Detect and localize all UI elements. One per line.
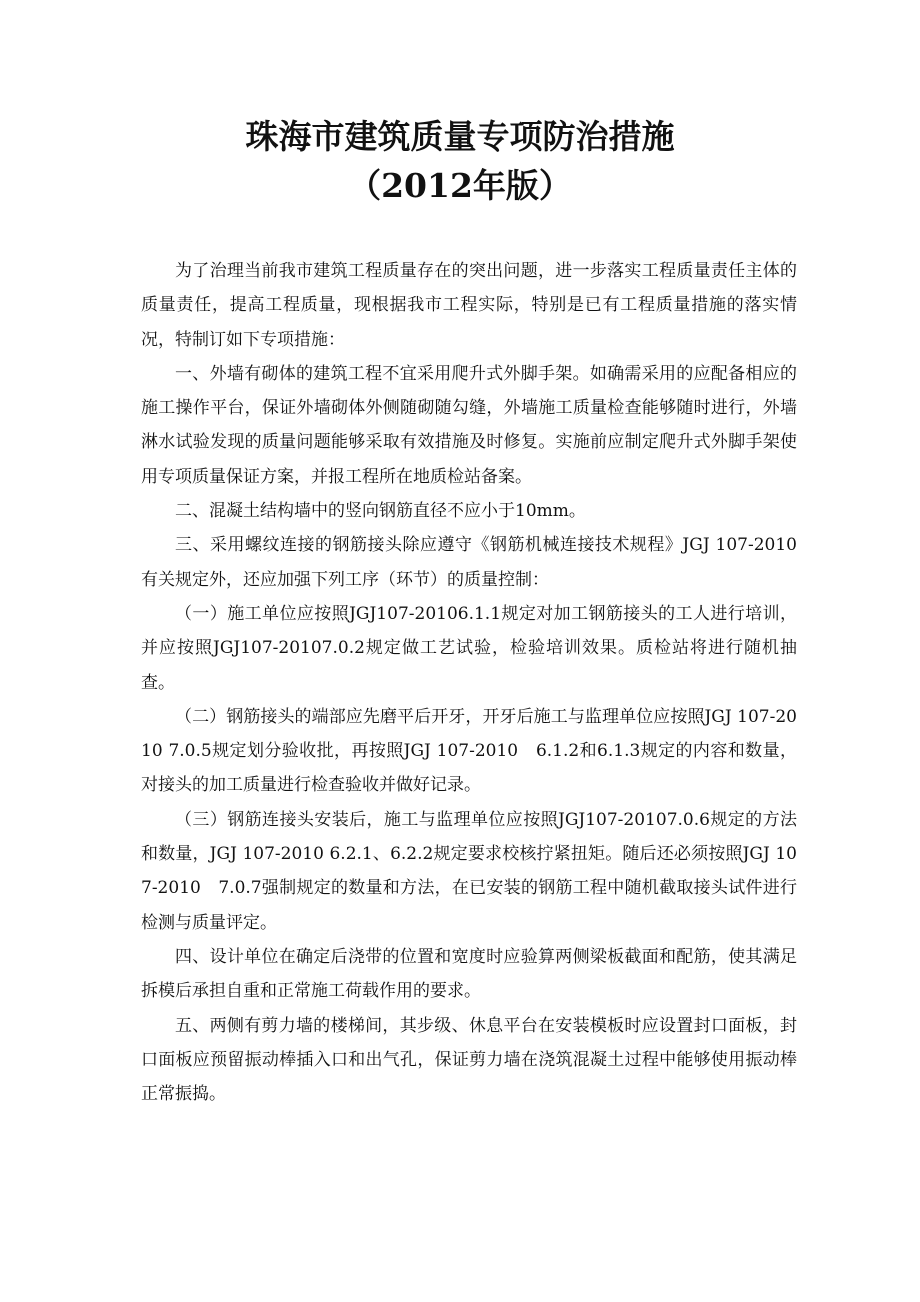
paragraph-item-4: 四、设计单位在确定后浇带的位置和宽度时应验算两侧梁板截面和配筋，使其满足拆模后承担自重和正常施工荷载作用的要求。: [141, 946, 797, 1002]
paragraph-item-5: 五、两侧有剪力墙的楼梯间，其步级、休息平台在安装模板时应设置封口面板，封口面板应预留振动棒插入口和出气孔，保证剪力墙在浇筑混凝土过程中能够使用振动棒正常振捣。: [141, 1015, 797, 1105]
paragraph-item-3-1: （一）施工单位应按照JGJ107-20106.1.1规定对加工钢筋接头的工人进行培训，并应按照JGJ107-20107.0.2规定做工艺试验，检验培训效果。质检站将进行随机抽查。: [141, 603, 797, 693]
paragraph-intro: 为了治理当前我市建筑工程质量存在的突出问题，进一步落实工程质量责任主体的质量责任，提高工程质量，现根据我市工程实际，特别是已有工程质量措施的落实情况，特制订如下专项措施：: [141, 261, 797, 350]
document-title: 珠海市建筑质量专项防治措施: [245, 117, 675, 156]
document-subtitle: （2012年版）: [348, 166, 572, 205]
document-body: [141, 254, 797, 1111]
paragraph-item-2: 二、混凝土结构墙中的竖向钢筋直径不应小于10mm。: [175, 501, 586, 522]
paragraph-item-3: 三、采用螺纹连接的钢筋接头除应遵守《钢筋机械连接技术规程》JGJ 107-2010有关规定外，还应加强下列工序（环节）的质量控制：: [141, 535, 797, 590]
paragraph-item-3-2: （二）钢筋接头的端部应先磨平后开牙，开牙后施工与监理单位应按照JGJ 107-2010 7.0.5规定划分验收批，再按照JGJ 107-2010 6.1.2和6.1.3规定的内容和数量，对接头的加工质量进行检查验收并做好记录。: [141, 706, 797, 796]
paragraph-item-3-3: （三）钢筋连接头安装后，施工与监理单位应按照JGJ107-20107.0.6规定的方法和数量，JGJ 107-2010 6.2.1、6.2.2规定要求校核拧紧扭矩。随后还必须按照JGJ 107-2010 7.0.7强制规定的数量和方法，在已安装的钢筋工程中随机截取接头试件进行检测与质量评定。: [141, 809, 797, 933]
paragraph-item-1: 一、外墙有砌体的建筑工程不宜采用爬升式外脚手架。如确需采用的应配备相应的施工操作平台，保证外墙砌体外侧随砌随勾缝，外墙施工质量检查能够随时进行，外墙淋水试验发现的质量问题能够采取有效措施及时修复。实施前应制定爬升式外脚手架使用专项质量保证方案，并报工程所在地质检站备案。: [141, 363, 797, 487]
